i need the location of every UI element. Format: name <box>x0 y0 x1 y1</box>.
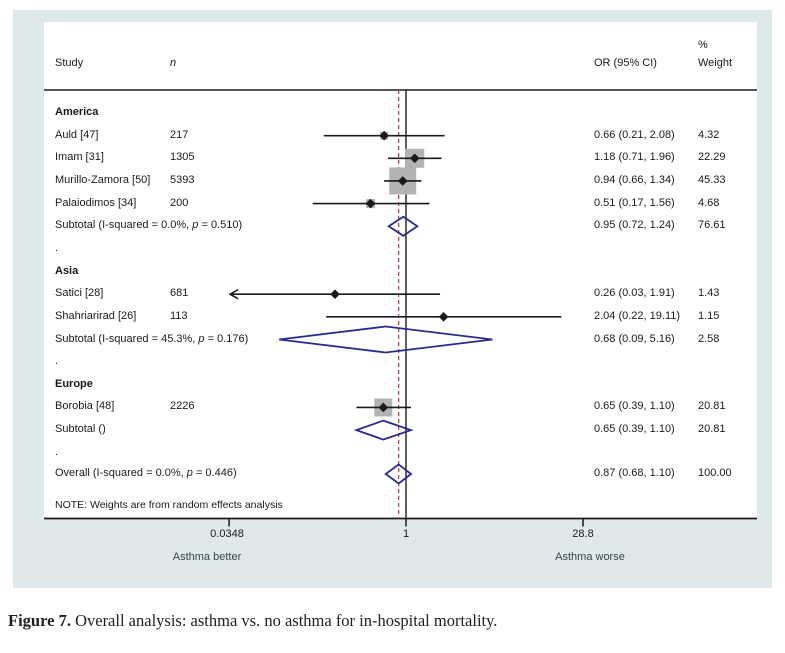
axis-direction-label-left: Asthma better <box>172 551 242 563</box>
study-n-value: 1305 <box>170 151 195 164</box>
column-header-study: Study <box>55 57 84 69</box>
study-label: Satici [28] <box>55 287 104 300</box>
study-n-value: 200 <box>170 196 189 209</box>
overall-diamond <box>386 465 411 484</box>
subtotal-asia-label: Subtotal (I-squared = 45.3%, p = 0.176) <box>55 332 249 345</box>
subtotal-america-weight-value: 76.61 <box>698 219 726 232</box>
figure-caption-label: Figure 7. <box>8 611 71 630</box>
column-header-percent: % <box>698 39 708 51</box>
group-separator-dot: . <box>55 241 59 254</box>
study-n-value: 5393 <box>170 173 195 186</box>
subtotal-asia-diamond <box>279 327 492 353</box>
group-separator-dot: . <box>55 355 59 368</box>
layer-pooled-diamonds <box>279 217 492 484</box>
subtotal-america-label: Subtotal (I-squared = 0.0%, p = 0.510) <box>55 219 243 232</box>
column-header-weight: Weight <box>698 57 733 69</box>
study-n-value: 217 <box>170 128 189 141</box>
study-weight-value: 1.15 <box>698 309 720 322</box>
study-n-value: 681 <box>170 287 189 300</box>
axis-direction-label-right: Asthma worse <box>555 551 625 563</box>
study-weight-value: 20.81 <box>698 400 726 413</box>
subtotal-asia-or-ci-value: 0.68 (0.09, 5.16) <box>594 332 675 345</box>
group-header-asia: Asia <box>55 264 79 277</box>
overall-label: Overall (I-squared = 0.0%, p = 0.446) <box>55 467 237 479</box>
axis-tick-label-min: 0.0348 <box>210 528 244 540</box>
study-label: Murillo-Zamora [50] <box>55 173 151 186</box>
axis-tick-label-one: 1 <box>402 528 410 540</box>
figure-caption <box>8 611 748 631</box>
study-weight-value: 1.43 <box>698 287 720 300</box>
study-label: Shahriarirad [26] <box>55 309 137 322</box>
study-weight-value: 22.29 <box>698 151 726 164</box>
subtotal-america-or-ci-value: 0.95 (0.72, 1.24) <box>594 219 675 232</box>
study-weight-value: 4.68 <box>698 196 720 209</box>
subtotal-europe-or-ci-value: 0.65 (0.39, 1.10) <box>594 423 675 436</box>
overall-weight-value: 100.00 <box>698 467 732 479</box>
group-separator-dot: . <box>55 445 59 458</box>
random-effects-note: NOTE: Weights are from random effects analysis <box>55 499 283 511</box>
study-label: Auld [47] <box>55 128 99 141</box>
study-weight-value: 45.33 <box>698 173 726 186</box>
point-estimate-marker <box>330 289 340 299</box>
subtotal-europe-weight-value: 20.81 <box>698 423 726 436</box>
axis-tick-label-max: 28.8 <box>572 528 594 540</box>
study-weight-value: 4.32 <box>698 128 720 141</box>
study-n-value: 113 <box>170 309 188 322</box>
study-or-ci-value: 0.65 (0.39, 1.10) <box>594 400 675 413</box>
study-label: Palaiodimos [34] <box>55 196 137 209</box>
column-header-n: n <box>170 57 177 69</box>
column-header-or-ci: OR (95% CI) <box>594 57 657 69</box>
subtotal-asia-weight-value: 2.58 <box>698 332 720 345</box>
study-or-ci-value: 2.04 (0.22, 19.11) <box>594 309 681 322</box>
group-header-europe: Europe <box>55 377 93 390</box>
layer-weight-squares <box>333 132 447 417</box>
group-header-america: America <box>55 106 99 118</box>
subtotal-america-diamond <box>389 217 418 236</box>
study-n-value: 2226 <box>170 400 195 413</box>
study-or-ci-value: 1.18 (0.71, 1.96) <box>594 151 675 164</box>
study-label: Imam [31] <box>55 151 104 164</box>
figure-caption-text: Overall analysis: asthma vs. no asthma for in-hospital mortality. <box>70 611 498 630</box>
subtotal-europe-diamond <box>356 421 411 440</box>
study-or-ci-value: 0.94 (0.66, 1.34) <box>594 173 675 186</box>
study-or-ci-value: 0.26 (0.03, 1.91) <box>594 287 675 300</box>
study-or-ci-value: 0.51 (0.17, 1.56) <box>594 196 675 209</box>
forest-plot-canvas <box>44 22 757 535</box>
study-or-ci-value: 0.66 (0.21, 2.08) <box>594 128 675 141</box>
point-estimate-marker <box>439 312 449 322</box>
overall-or-ci-value: 0.87 (0.68, 1.10) <box>594 467 675 479</box>
subtotal-europe-label: Subtotal () <box>55 423 106 436</box>
study-label: Borobia [48] <box>55 400 115 413</box>
